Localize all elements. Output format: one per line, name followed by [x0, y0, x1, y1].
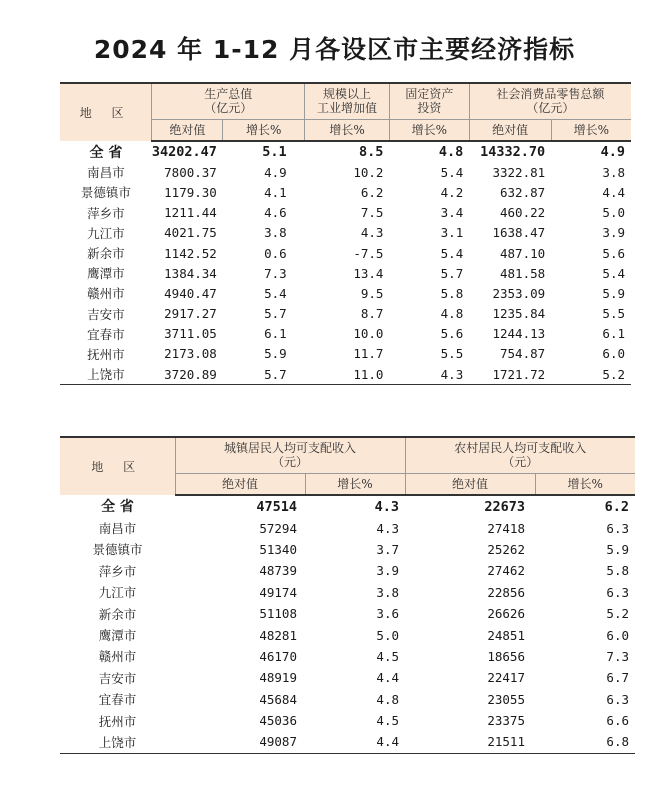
gdp-value: 1142.52: [164, 245, 217, 261]
urban-income-value: 45036: [259, 713, 297, 729]
header-retail-growth: 增长%: [551, 119, 631, 141]
region-name: 南昌市: [98, 521, 137, 537]
industry-growth: 13.4: [353, 265, 384, 281]
industry-growth: 10.0: [353, 326, 384, 342]
table-row: [60, 539, 635, 560]
gdp-value: 1211.44: [164, 205, 217, 221]
gdp-growth: 4.1: [264, 184, 287, 200]
header-urban-abs: 绝对值: [175, 473, 305, 495]
urban-income-growth: 4.3: [376, 520, 399, 536]
region-name: 景德镇市: [80, 185, 131, 201]
gdp-growth: 3.8: [264, 225, 287, 241]
industry-growth: 8.5: [359, 144, 384, 161]
table-row: [60, 182, 631, 202]
region-name: 上饶市: [60, 364, 152, 385]
rural-income-growth: 5.8: [606, 563, 629, 579]
region-name: 萍乡市: [98, 563, 137, 579]
industry-growth: 10.2: [353, 164, 384, 180]
retail-value: 1721.72: [469, 364, 551, 385]
urban-income-growth: 3.9: [376, 563, 399, 579]
urban-income-growth: 4.8: [376, 691, 399, 707]
retail-growth: 6.0: [602, 346, 625, 362]
gdp-value: 4940.47: [164, 285, 217, 301]
gdp-value: 1179.30: [164, 184, 217, 200]
industry-growth: 11.0: [305, 364, 390, 385]
region-name: 抚州市: [87, 346, 125, 362]
income-table: [60, 436, 635, 754]
retail-growth: 5.9: [602, 285, 625, 301]
region-name: 鹰潭市: [98, 628, 137, 644]
table-row: [60, 667, 635, 688]
header-gdp-abs: 绝对值: [152, 119, 223, 141]
table-row: [60, 203, 631, 223]
rural-income-value: 23375: [487, 713, 525, 729]
table-row: [60, 263, 631, 283]
header-region-2: 地 区: [60, 437, 175, 495]
rural-income-value: 22673: [484, 498, 525, 515]
rural-income-value: 27418: [487, 520, 525, 536]
retail-value: 14332.70: [480, 144, 546, 161]
page-title: 2024 年 1-12 月各设区市主要经济指标: [93, 35, 576, 64]
gdp-growth: 6.1: [264, 326, 287, 342]
industry-growth: 6.2: [360, 184, 384, 200]
rural-income-value: 18656: [487, 648, 525, 664]
retail-growth: 5.4: [602, 265, 625, 281]
region-name: 全 省: [101, 499, 134, 516]
region-name: 吉安市: [98, 670, 137, 686]
urban-income-value: 51340: [259, 541, 297, 557]
rural-income-growth: 6.3: [606, 520, 629, 536]
gdp-value: 34202.47: [151, 144, 217, 161]
urban-income-growth: 3.6: [376, 606, 399, 622]
header-rural-abs: 绝对值: [405, 473, 535, 495]
region-name: 上饶市: [60, 731, 175, 753]
investment-growth: 3.1: [440, 225, 464, 241]
gdp-growth: 4.6: [264, 205, 287, 221]
rural-income-growth: 6.6: [606, 713, 629, 729]
table-row: [60, 364, 631, 385]
retail-growth: 5.5: [602, 306, 625, 322]
rural-income-growth: 6.0: [606, 627, 629, 643]
region-name: 九江市: [98, 585, 137, 601]
region-name: 抚州市: [98, 713, 137, 729]
urban-income-growth: 3.7: [376, 541, 399, 557]
region-name: 新余市: [98, 606, 137, 622]
gdp-value: 3711.05: [164, 326, 217, 342]
rural-income-value: 25262: [487, 541, 525, 557]
urban-income-value: 57294: [259, 520, 297, 536]
table-row: [60, 689, 635, 710]
gdp-value: 4021.75: [164, 225, 217, 241]
gdp-growth: 5.7: [223, 364, 305, 385]
economic-indicators-table: [60, 82, 631, 385]
rural-income-growth: 5.2: [606, 606, 629, 622]
table-row: [60, 344, 631, 364]
table-row: [60, 517, 635, 538]
retail-value: 2353.09: [492, 285, 546, 301]
gdp-value: 7800.37: [164, 164, 217, 180]
table-row: [60, 646, 635, 667]
industry-growth: 11.7: [353, 346, 384, 362]
header-rural-income: 农村居民人均可支配收入 （元）: [405, 437, 635, 473]
retail-value: 487.10: [500, 245, 546, 261]
urban-income-value: 46170: [259, 648, 297, 664]
region-name: 景德镇市: [92, 542, 143, 558]
region-name: 宜春市: [98, 692, 137, 708]
header-investment-growth: 增长%: [389, 119, 469, 141]
header-retail-abs: 绝对值: [469, 119, 551, 141]
rural-income-value: 22417: [487, 670, 525, 686]
header-urban-income: 城镇居民人均可支配收入 （元）: [175, 437, 405, 473]
retail-value: 481.58: [500, 265, 546, 281]
gdp-growth: 5.4: [264, 285, 287, 301]
rural-income-growth: 5.9: [606, 541, 629, 557]
table-row-total: [60, 141, 631, 162]
retail-value: 754.87: [500, 346, 546, 362]
urban-income-growth: 4.3: [374, 498, 399, 515]
urban-income-growth: 3.8: [376, 584, 399, 600]
investment-growth: 5.7: [440, 265, 464, 281]
investment-growth: 5.6: [440, 326, 464, 342]
industry-growth: 4.3: [360, 225, 384, 241]
gdp-growth: 5.7: [264, 306, 287, 322]
urban-income-value: 48739: [259, 563, 297, 579]
header-industry: 规模以上 工业增加值: [305, 83, 390, 119]
urban-income-growth: 5.0: [376, 627, 399, 643]
retail-value: 1235.84: [492, 306, 546, 322]
retail-growth: 5.0: [602, 205, 625, 221]
region-name: 吉安市: [87, 306, 125, 322]
gdp-growth: 5.9: [264, 346, 287, 362]
retail-growth: 5.6: [602, 245, 625, 261]
table-row: [60, 582, 635, 603]
table-row: [60, 283, 631, 303]
gdp-growth: 0.6: [264, 245, 287, 261]
gdp-value: 3720.89: [152, 364, 223, 385]
urban-income-value: 48281: [259, 627, 297, 643]
region-name: 赣州市: [87, 286, 125, 302]
retail-value: 3322.81: [492, 164, 546, 180]
investment-growth: 4.2: [440, 184, 464, 200]
urban-income-growth: 4.4: [376, 670, 399, 686]
table-row: [60, 710, 635, 731]
retail-growth: 4.4: [602, 184, 625, 200]
header-gdp: 生产总值 （亿元）: [152, 83, 305, 119]
urban-income-value: 47514: [256, 498, 297, 515]
retail-growth: 6.1: [602, 326, 625, 342]
table-row: [60, 162, 631, 182]
retail-growth: 3.8: [602, 164, 625, 180]
table-row: [60, 324, 631, 344]
retail-growth: 3.9: [602, 225, 625, 241]
rural-income-value: 23055: [487, 691, 525, 707]
investment-growth: 5.4: [440, 164, 464, 180]
table-row: [60, 560, 635, 581]
rural-income-growth: 6.8: [535, 731, 635, 753]
rural-income-value: 21511: [405, 731, 535, 753]
table-row: [60, 624, 635, 645]
rural-income-growth: 6.3: [606, 691, 629, 707]
table-row-total: [60, 495, 635, 517]
urban-income-value: 49087: [175, 731, 305, 753]
gdp-growth: 4.9: [264, 164, 287, 180]
table-row: [60, 243, 631, 263]
urban-income-value: 48919: [259, 670, 297, 686]
urban-income-value: 51108: [259, 606, 297, 622]
region-name: 九江市: [87, 225, 125, 241]
header-rural-growth: 增长%: [535, 473, 635, 495]
header-industry-growth: 增长%: [305, 119, 390, 141]
region-name: 宜春市: [87, 326, 125, 342]
region-name: 鹰潭市: [87, 266, 125, 282]
gdp-value: 2173.08: [164, 346, 217, 362]
investment-growth: 4.3: [389, 364, 469, 385]
retail-growth: 4.9: [600, 144, 625, 161]
urban-income-value: 45684: [259, 691, 297, 707]
region-name: 赣州市: [98, 649, 137, 665]
header-retail: 社会消费品零售总额 （亿元）: [469, 83, 631, 119]
urban-income-growth: 4.5: [376, 713, 399, 729]
region-name: 全 省: [89, 144, 123, 161]
industry-growth: 9.5: [360, 285, 384, 301]
investment-growth: 5.4: [440, 245, 464, 261]
investment-growth: 3.4: [440, 205, 464, 221]
rural-income-growth: 6.2: [604, 498, 629, 515]
header-gdp-growth: 增长%: [223, 119, 305, 141]
table-row: [60, 603, 635, 624]
gdp-growth: 5.1: [262, 144, 287, 161]
rural-income-growth: 6.7: [606, 670, 629, 686]
urban-income-growth: 4.5: [376, 648, 399, 664]
table-row: [60, 304, 631, 324]
retail-value: 1638.47: [492, 225, 546, 241]
table-row: [60, 223, 631, 243]
rural-income-value: 27462: [487, 563, 525, 579]
retail-value: 460.22: [500, 205, 546, 221]
rural-income-value: 24851: [487, 627, 525, 643]
investment-growth: 4.8: [440, 306, 464, 322]
gdp-value: 2917.27: [164, 306, 217, 322]
investment-growth: 4.8: [438, 144, 464, 161]
urban-income-growth: 4.4: [305, 731, 405, 753]
investment-growth: 5.5: [440, 346, 464, 362]
urban-income-value: 49174: [259, 584, 297, 600]
retail-value: 1244.13: [492, 326, 546, 342]
retail-value: 632.87: [500, 184, 546, 200]
table-row: [60, 731, 635, 753]
header-investment: 固定资产 投资: [389, 83, 469, 119]
region-name: 南昌市: [87, 165, 125, 181]
rural-income-value: 26626: [487, 606, 525, 622]
industry-growth: 7.5: [360, 205, 384, 221]
rural-income-growth: 7.3: [606, 648, 629, 664]
header-urban-growth: 增长%: [305, 473, 405, 495]
region-name: 新余市: [87, 246, 125, 262]
industry-growth: -7.5: [353, 245, 384, 261]
retail-growth: 5.2: [551, 364, 631, 385]
rural-income-growth: 6.3: [606, 584, 629, 600]
investment-growth: 5.8: [440, 285, 464, 301]
gdp-value: 1384.34: [164, 265, 217, 281]
region-name: 萍乡市: [87, 205, 125, 221]
gdp-growth: 7.3: [264, 265, 287, 281]
header-region: 地 区: [60, 83, 152, 141]
industry-growth: 8.7: [360, 306, 384, 322]
rural-income-value: 22856: [487, 584, 525, 600]
